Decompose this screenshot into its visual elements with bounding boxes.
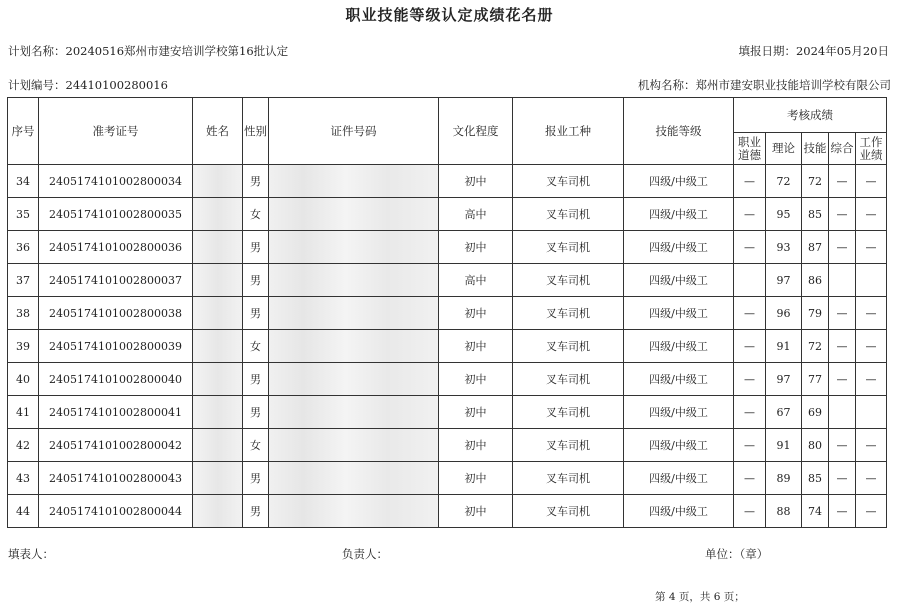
skill-cell: 74	[802, 495, 829, 528]
work-cell	[856, 264, 887, 297]
name-redacted	[193, 297, 243, 330]
skill-cell: 87	[802, 231, 829, 264]
level-cell: 四级/中级工	[624, 429, 734, 462]
seq-cell: 34	[8, 165, 39, 198]
theory-cell: 97	[766, 363, 802, 396]
table-row	[8, 495, 887, 528]
exam-no-cell: 2405174101002800039	[39, 330, 193, 363]
unit-seal-label: 单位：（章）	[705, 547, 769, 561]
table-row	[8, 396, 887, 429]
skill-cell: 86	[802, 264, 829, 297]
table-row	[8, 429, 887, 462]
theory-cell: 88	[766, 495, 802, 528]
name-redacted	[193, 198, 243, 231]
theory-cell: 96	[766, 297, 802, 330]
gender-cell: 女	[243, 429, 269, 462]
filler-label: 填表人：	[8, 547, 54, 561]
table-row	[8, 462, 887, 495]
occupation-cell: 叉车司机	[513, 231, 624, 264]
education-cell: 初中	[439, 396, 513, 429]
plan-code-label: 计划编号：	[8, 78, 66, 92]
table-row	[8, 264, 887, 297]
col-occupation: 报业工种	[513, 98, 624, 165]
gender-cell: 男	[243, 165, 269, 198]
comprehensive-cell	[829, 396, 856, 429]
education-cell: 初中	[439, 462, 513, 495]
skill-cell: 72	[802, 165, 829, 198]
owner-label: 负责人：	[342, 547, 388, 561]
work-cell: —	[856, 165, 887, 198]
exam-no-cell: 2405174101002800034	[39, 165, 193, 198]
document-title: 职业技能等级认定成绩花名册	[345, 6, 554, 24]
table-row	[8, 363, 887, 396]
occupation-cell: 叉车司机	[513, 429, 624, 462]
id-no-redacted	[269, 264, 439, 297]
occupation-cell: 叉车司机	[513, 330, 624, 363]
seq-cell: 41	[8, 396, 39, 429]
ethics-cell: —	[734, 165, 766, 198]
exam-no-cell: 2405174101002800037	[39, 264, 193, 297]
id-no-redacted	[269, 198, 439, 231]
work-cell: —	[856, 429, 887, 462]
seq-cell: 36	[8, 231, 39, 264]
education-cell: 初中	[439, 165, 513, 198]
occupation-cell: 叉车司机	[513, 198, 624, 231]
col-exam-no: 准考证号	[39, 98, 193, 165]
col-skill: 技能	[802, 133, 829, 165]
name-redacted	[193, 231, 243, 264]
table-row	[8, 198, 887, 231]
seq-cell: 35	[8, 198, 39, 231]
work-cell: —	[856, 363, 887, 396]
theory-cell: 91	[766, 429, 802, 462]
level-cell: 四级/中级工	[624, 396, 734, 429]
col-id-no: 证件号码	[269, 98, 439, 165]
id-no-redacted	[269, 495, 439, 528]
level-cell: 四级/中级工	[624, 198, 734, 231]
comprehensive-cell: —	[829, 231, 856, 264]
org-name-value: 郑州市建安职业技能培训学校有限公司	[695, 78, 891, 92]
fill-date	[738, 43, 889, 59]
work-cell: —	[856, 462, 887, 495]
gender-cell: 男	[243, 462, 269, 495]
exam-no-cell: 2405174101002800041	[39, 396, 193, 429]
col-ethics: 职业道德	[734, 133, 766, 165]
education-cell: 初中	[439, 495, 513, 528]
education-cell: 高中	[439, 198, 513, 231]
plan-code-value: 24410100280016	[65, 78, 168, 92]
gender-cell: 男	[243, 297, 269, 330]
gender-cell: 女	[243, 330, 269, 363]
level-cell: 四级/中级工	[624, 363, 734, 396]
gender-cell: 男	[243, 495, 269, 528]
gender-cell: 男	[243, 231, 269, 264]
occupation-cell: 叉车司机	[513, 363, 624, 396]
name-redacted	[193, 396, 243, 429]
education-cell: 初中	[439, 363, 513, 396]
exam-no-cell: 2405174101002800043	[39, 462, 193, 495]
seq-cell: 44	[8, 495, 39, 528]
education-cell: 高中	[439, 264, 513, 297]
comprehensive-cell: —	[829, 363, 856, 396]
id-no-redacted	[269, 330, 439, 363]
ethics-cell: —	[734, 297, 766, 330]
occupation-cell: 叉车司机	[513, 462, 624, 495]
page-indicator: 第 4 页，共 6 页；	[655, 591, 745, 603]
comprehensive-cell: —	[829, 165, 856, 198]
col-comprehensive: 综合	[829, 133, 856, 165]
col-level: 技能等级	[624, 98, 734, 165]
org-name-label: 机构名称：	[638, 78, 696, 92]
id-no-redacted	[269, 363, 439, 396]
theory-cell: 95	[766, 198, 802, 231]
occupation-cell: 叉车司机	[513, 297, 624, 330]
work-cell: —	[856, 495, 887, 528]
name-redacted	[193, 429, 243, 462]
theory-cell: 67	[766, 396, 802, 429]
ethics-cell: —	[734, 231, 766, 264]
col-gender: 性别	[243, 98, 269, 165]
gender-cell: 女	[243, 198, 269, 231]
id-no-redacted	[269, 297, 439, 330]
ethics-cell: —	[734, 330, 766, 363]
seq-cell: 40	[8, 363, 39, 396]
skill-cell: 69	[802, 396, 829, 429]
theory-cell: 91	[766, 330, 802, 363]
plan-name-label: 计划名称：	[8, 44, 66, 58]
comprehensive-cell	[829, 264, 856, 297]
work-cell: —	[856, 330, 887, 363]
skill-cell: 72	[802, 330, 829, 363]
name-redacted	[193, 462, 243, 495]
education-cell: 初中	[439, 297, 513, 330]
education-cell: 初中	[439, 231, 513, 264]
work-cell	[856, 396, 887, 429]
exam-no-cell: 2405174101002800042	[39, 429, 193, 462]
skill-cell: 85	[802, 462, 829, 495]
seq-cell: 39	[8, 330, 39, 363]
col-name: 姓名	[193, 98, 243, 165]
name-redacted	[193, 165, 243, 198]
level-cell: 四级/中级工	[624, 264, 734, 297]
work-cell: —	[856, 297, 887, 330]
level-cell: 四级/中级工	[624, 231, 734, 264]
table-row	[8, 330, 887, 363]
skill-cell: 77	[802, 363, 829, 396]
education-cell: 初中	[439, 429, 513, 462]
col-education: 文化程度	[439, 98, 513, 165]
name-redacted	[193, 363, 243, 396]
level-cell: 四级/中级工	[624, 297, 734, 330]
col-work-performance: 工作业绩	[856, 133, 887, 165]
id-no-redacted	[269, 165, 439, 198]
occupation-cell: 叉车司机	[513, 396, 624, 429]
name-redacted	[193, 264, 243, 297]
comprehensive-cell: —	[829, 495, 856, 528]
table-row	[8, 165, 887, 198]
level-cell: 四级/中级工	[624, 165, 734, 198]
fill-date-label: 填报日期：	[738, 44, 796, 58]
theory-cell: 89	[766, 462, 802, 495]
ethics-cell	[734, 264, 766, 297]
seq-cell: 42	[8, 429, 39, 462]
plan-name-value: 20240516郑州市建安培训学校第16批认定	[65, 44, 289, 58]
name-redacted	[193, 495, 243, 528]
ethics-cell: —	[734, 396, 766, 429]
gender-cell: 男	[243, 363, 269, 396]
occupation-cell: 叉车司机	[513, 165, 624, 198]
ethics-cell: —	[734, 198, 766, 231]
col-seq: 序号	[8, 98, 39, 165]
org-name	[638, 77, 891, 93]
skill-cell: 85	[802, 198, 829, 231]
plan-code	[8, 77, 168, 93]
exam-no-cell: 2405174101002800036	[39, 231, 193, 264]
gender-cell: 男	[243, 396, 269, 429]
work-cell: —	[856, 231, 887, 264]
id-no-redacted	[269, 396, 439, 429]
education-cell: 初中	[439, 330, 513, 363]
comprehensive-cell: —	[829, 330, 856, 363]
seq-cell: 37	[8, 264, 39, 297]
skill-cell: 80	[802, 429, 829, 462]
comprehensive-cell: —	[829, 429, 856, 462]
exam-no-cell: 2405174101002800044	[39, 495, 193, 528]
occupation-cell: 叉车司机	[513, 264, 624, 297]
table-row	[8, 297, 887, 330]
theory-cell: 93	[766, 231, 802, 264]
col-theory: 理论	[766, 133, 802, 165]
id-no-redacted	[269, 462, 439, 495]
comprehensive-cell: —	[829, 198, 856, 231]
exam-no-cell: 2405174101002800038	[39, 297, 193, 330]
ethics-cell: —	[734, 495, 766, 528]
exam-no-cell: 2405174101002800035	[39, 198, 193, 231]
fill-date-value: 2024年05月20日	[795, 44, 889, 58]
work-cell: —	[856, 198, 887, 231]
exam-no-cell: 2405174101002800040	[39, 363, 193, 396]
id-no-redacted	[269, 231, 439, 264]
ethics-cell: —	[734, 429, 766, 462]
level-cell: 四级/中级工	[624, 462, 734, 495]
plan-name	[8, 43, 288, 59]
skill-cell: 79	[802, 297, 829, 330]
theory-cell: 97	[766, 264, 802, 297]
occupation-cell: 叉车司机	[513, 495, 624, 528]
name-redacted	[193, 330, 243, 363]
table-row	[8, 231, 887, 264]
ethics-cell: —	[734, 462, 766, 495]
theory-cell: 72	[766, 165, 802, 198]
comprehensive-cell: —	[829, 462, 856, 495]
col-scores-group: 考核成绩	[734, 98, 887, 133]
gender-cell: 男	[243, 264, 269, 297]
level-cell: 四级/中级工	[624, 330, 734, 363]
id-no-redacted	[269, 429, 439, 462]
level-cell: 四级/中级工	[624, 495, 734, 528]
score-roster-table	[7, 97, 887, 528]
seq-cell: 38	[8, 297, 39, 330]
ethics-cell: —	[734, 363, 766, 396]
seq-cell: 43	[8, 462, 39, 495]
comprehensive-cell: —	[829, 297, 856, 330]
